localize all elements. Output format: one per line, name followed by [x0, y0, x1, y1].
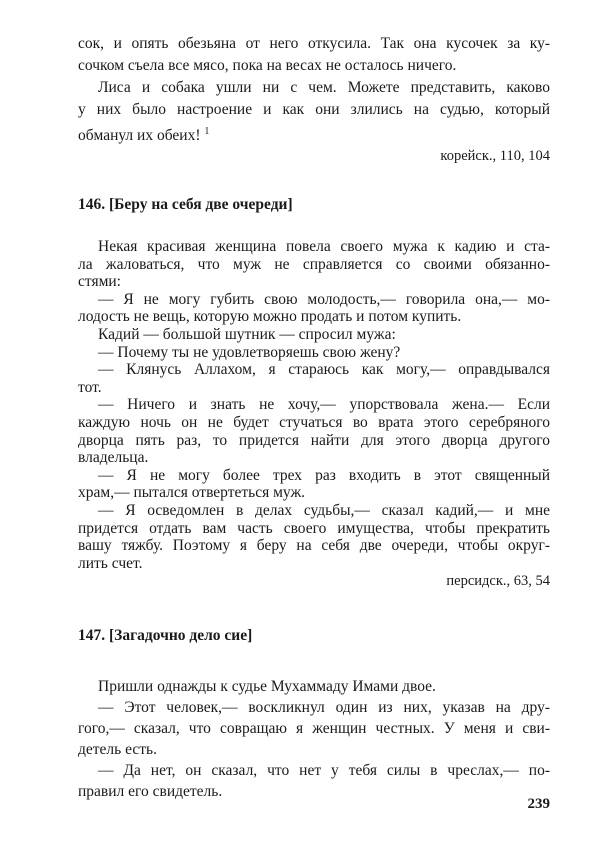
text-line: — Ничего и знать не хочу,— упорствовала жена.— Если — [98, 396, 550, 414]
footnote-mark: 1 — [204, 126, 210, 137]
text-line: — Этот человек,— воскликнул один из них, указав на дру- — [98, 699, 550, 716]
text-line: придется отдать вам часть своего имущества, чтобы прекратить — [78, 519, 550, 537]
text-line: правил его свидетель. — [78, 783, 223, 800]
text-line: каждую ночь он не будет стучаться во врата этого серебряного — [78, 413, 550, 431]
text-line: вашу тяжбу. Поэтому я беру на себя две очереди, чтобы округ- — [78, 537, 550, 555]
text-line: Кадий — большой шутник — спросил мужа: — [98, 325, 396, 343]
text-line: лить счет. — [78, 554, 143, 572]
text-line: стями: — [78, 273, 121, 291]
text-line — [78, 121, 550, 143]
text-line: у них было настроение и как они злились на судью, который — [78, 101, 550, 118]
text-line: сок, и опять обезьяна от него откусила. Так она кусочек за ку- — [78, 35, 550, 52]
story-146-text — [78, 238, 550, 572]
text-line: — Я не могу более трех раз входить в этот священный — [98, 466, 550, 484]
text-line: дворца пять раз, то придется найти для этого дворца другого — [78, 431, 550, 449]
text-line: сочком съела все мясо, пока на весах не осталось ничего. — [78, 57, 457, 74]
story-heading-147: 147. [Загадочно дело сие] — [78, 627, 253, 644]
text-line: — Да нет, он сказал, что нет у тебя силы в чреслах,— по- — [98, 762, 550, 779]
text-line: Некая красивая женщина повела своего мужа к кадию и ста- — [98, 238, 550, 255]
text-line: детель есть. — [78, 741, 157, 758]
text-line: лодость не вещь, которую можно продать и потом купить. — [78, 308, 462, 326]
text-line: владельца. — [78, 449, 149, 467]
text-line: Лиса и собака ушли ни с чем. Можете представить, каково — [98, 79, 550, 96]
page-number: 239 — [527, 796, 550, 812]
text-line: гого,— сказал, что совращаю я женщин честных. У меня и сви- — [78, 720, 550, 737]
source-reference: персидск., 63, 54 — [446, 573, 550, 589]
text-line: Пришли однажды к судье Мухаммаду Имами двое. — [98, 678, 436, 695]
text-line: — Почему ты не удовлетворяешь свою жену? — [98, 343, 401, 361]
story-147-text — [78, 676, 550, 802]
text-line: тот. — [78, 378, 102, 396]
source-reference: корейск., 110, 104 — [440, 148, 550, 164]
story-heading-146: 146. [Беру на себя две очереди] — [78, 196, 293, 213]
text-line: — Я не могу губить свою молодость,— говорила она,— мо- — [98, 290, 550, 308]
text-line: храм,— пытался отвертеться муж. — [78, 484, 306, 502]
text-line: — Я осведомлен в делах судьбы,— сказал кадий,— и мне — [98, 501, 550, 519]
text-line: — Клянусь Аллахом, я стараюсь как могу,— оправдывался — [98, 361, 550, 379]
continuation-text — [78, 33, 550, 143]
text-line-content: обманул их обеих! — [78, 127, 201, 145]
text-line: ла жаловаться, что муж не справляется со своими обязанно- — [78, 255, 550, 273]
